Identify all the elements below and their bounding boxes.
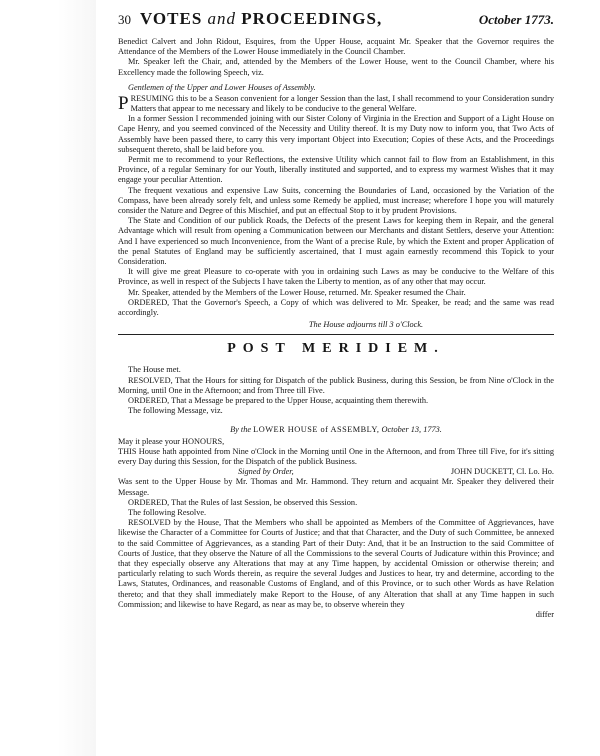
message-heading-date: October 13, 1773. [381, 424, 442, 434]
running-date: October 1773. [478, 12, 554, 27]
speech-paragraph-roads: The State and Condition of our publick Roads, the Defects of the present Laws for keeping them in Repair, and the general Advantage which will result from opening a Communication between our Merchants and distant Settlers, deserve your Attention: And I have experienced so much Inconvenience, from the Want of a precise Rule, by which the Extent and proper Application of the penal Statutes of England may be sufficiently ascertained, that I must again earnestly recommend this Topick to your Consideration. [118, 216, 554, 267]
section-rule [118, 334, 554, 335]
message-salutation: May it please your HONOURS, [118, 436, 225, 446]
message-body: THIS House hath appointed from Nine o'Clock in the Morning until One in the Afternoon, and from Three till Five, for it's sitting every Day during this Session, for the Dispatch of the publick Business. [118, 446, 554, 466]
speech-address: Gentlemen of the Upper and Lower Houses of Assembly. [128, 82, 316, 92]
paragraph-ordered-message: ORDERED, That a Message be prepared to the Upper House, acquainting them therewith. [128, 396, 429, 406]
page-number: 30 [118, 12, 131, 27]
message-heading-by: By the [230, 424, 252, 434]
signer-name: JOHN DUCKETT, Cl. Lo. Ho. [450, 467, 554, 477]
message-heading-house: LOWER HOUSE of ASSEMBLY, [253, 424, 380, 434]
section-heading: POST MERIDIEM. [227, 341, 445, 357]
paragraph-house-met: The House met. [128, 365, 181, 375]
running-title-and: and [207, 9, 237, 28]
speech-opening-text: RESUMING this to be a Season convenient for a longer Session than the last, I shall recommend to your Consideration sundry Matters that appear to me necessary and likely to be conducive to the general Welfare. [130, 93, 554, 114]
paragraph-resolved-hours: RESOLVED, That the Hours for sitting for Dispatch of the publick Business, during this Session, be from Nine o'Clock in the Morning, until One in the Afternoon; and from Three till Five. [118, 375, 554, 395]
signed-by-order: Signed by Order, [238, 467, 294, 477]
paragraph-ordered-rules: ORDERED, That the Rules of last Session, be observed this Session. [128, 497, 358, 507]
running-title [140, 9, 479, 29]
speech-paragraph-boundaries: The frequent vexatious and expensive Law Suits, concerning the Boundaries of Land, occasioned by the Variation of the Compass, have been already sorely felt, and unless some Remedy be applied, must increase; wherefore I hope you will maturely consider the Nature and Degree of this Mischief, and put an effectual Stop to it by prudent Provisions. [118, 185, 554, 216]
paragraph-following-resolve: The following Resolve. [128, 507, 207, 517]
speech-paragraph-seminary: Permit me to recommend to your Reflections, the extensive Utility which cannot fail to flow from an Establishment, in this Province, of a regular Seminary for our Youth, liberally instituted and supported, and to express my warmest Wishes that it may engage your peculiar Attention. [118, 155, 554, 185]
running-title-right: PROCEEDINGS, [241, 9, 383, 28]
speech-paragraph-lighthouse: In a former Session I recommended joining with our Sister Colony of Virginia in the Erection and Support of a Light House on Cape Henry, and you seemed convinced of the Necessity and Utility thereof. It is my Duty now to inform you, that Two Acts of Assembly have been passed there, to carry this very important Object into Execution; Copies of these Acts, and the Proceedings subsequent thereto, shall be laid before you. [118, 114, 554, 154]
drop-cap: P [118, 92, 129, 114]
paragraph-sent-upper-house: Was sent to the Upper House by Mr. Thomas and Mr. Hammond. They return and acquaint Mr. Speaker they delivered their Message. [118, 477, 554, 497]
adjournment-note: The House adjourns till 3 o'Clock. [308, 320, 424, 330]
paragraph-resolved-committee: RESOLVED by the House, That the Members who shall be appointed as Members of the Committee of Aggrievances, have likewise the Character of a Committee for Courts of Justice; and that that Character, and the Duty of such Committee, be annexed to the said Committee of Aggrievances, as a standing Part of their Duty: And, that it be an Instruction to the said Committee of Courts of Justice, that they observe the Nature of all the Commissions to the several Courts of Judicature within this Province; and that they especially observe any Alterations that may at any Time happen, by accidental Omission or otherwise therein; and particularly relating to such Words therein, as require the several Judges and Justices to hear, try and determine, according to the Laws, Statutes, Ordinances, and reasonable Customs of England, and of this Province, or to such other Words as have Relation thereto; and that they shall immediately make Report to the House, of any Alteration that shall at any Time happen in such Commission; and likewise to have Regard, as near as may be, to observe wherein they [118, 518, 554, 609]
speech-paragraph-cooperate: It will give me great Pleasure to co-operate with you in ordaining such Laws as may be conducive to the Welfare of this Province, as well in respect of the Subjects I have taken the Liberty to mention, as of any other that may occur. [118, 267, 554, 287]
paragraph-following-message: The following Message, viz. [128, 406, 223, 416]
paragraph-ordered-speech-read: ORDERED, That the Governor's Speech, a Copy of which was delivered to Mr. Speaker, be read; and the same was read accordingly. [118, 297, 554, 318]
paragraph-speaker-left-chair: Mr. Speaker left the Chair, and, attended by the Members of the Lower House, went to the Council Chamber, where his Excellency made the following Speech, viz. [118, 57, 554, 77]
message-heading [118, 425, 554, 434]
running-title-left: VOTES [140, 9, 203, 28]
catchword: differ [535, 609, 554, 619]
paragraph-speaker-returned: Mr. Speaker, attended by the Members of the Lower House, returned. Mr. Speaker resumed the Chair. [128, 287, 466, 297]
speech-paragraph-opening [118, 94, 554, 114]
message-signature [118, 467, 554, 477]
running-head [118, 9, 554, 31]
paragraph-upper-house-message: Benedict Calvert and John Ridout, Esquires, from the Upper House, acquaint Mr. Speaker that the Governor requires the Attendance of the Members of the Lower House immediately in the Council Chamber. [118, 37, 554, 57]
